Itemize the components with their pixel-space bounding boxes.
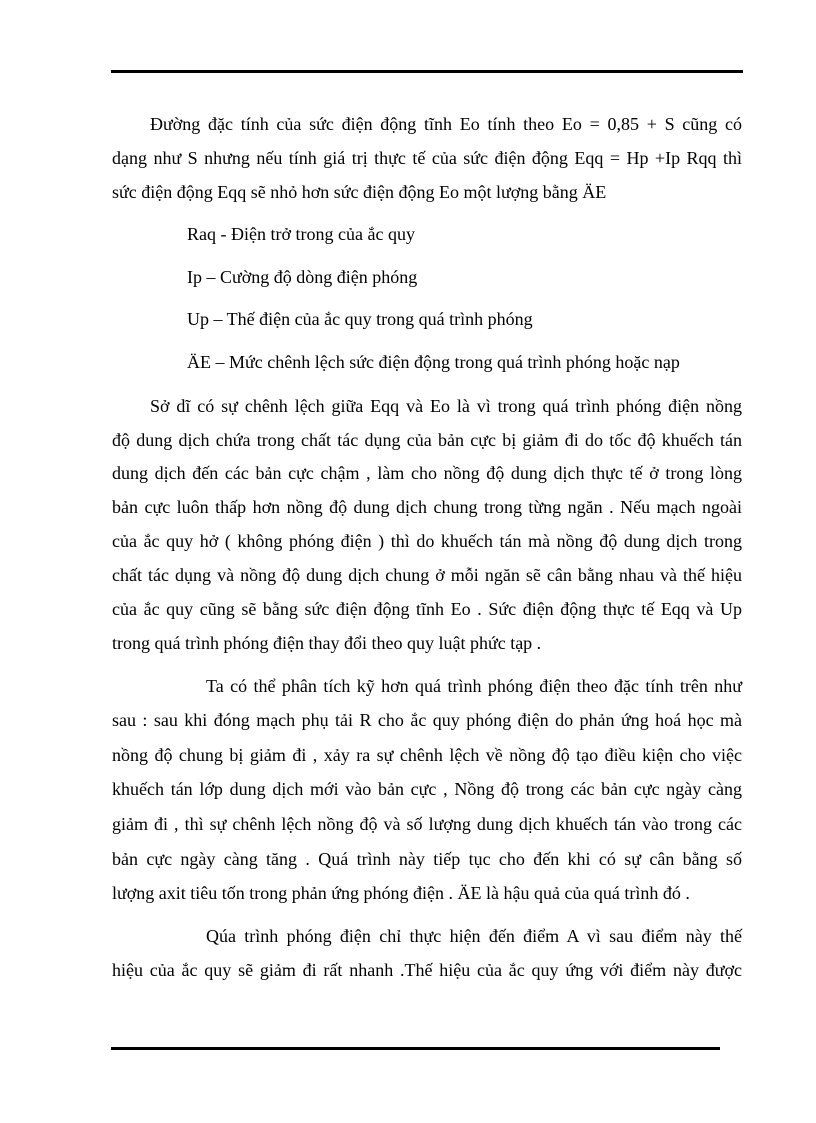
text-line: sức điện động Eqq sẽ nhỏ hơn sức điện động Eo một lượng bằng ÄE [112,182,607,202]
text-line: khuếch tán lớp dung dịch mới vào bản cực , Nồng độ trong các bản cực ngày càng [112,779,742,799]
definition-item: Ip – Cường độ dòng điện phóng [187,267,418,287]
text-line: Qúa trình phóng điện chỉ thực hiện đến điểm A vì sau điểm này thế [206,926,742,946]
text-line: bản cực luôn thấp hơn nồng độ dung dịch chung trong từng ngăn . Nếu mạch ngoài [112,497,742,517]
text-line: Ta có thể phân tích kỹ hơn quá trình phóng điện theo đặc tính trên như [206,676,742,696]
text-line: Đường đặc tính của sức điện động tĩnh Eo tính theo Eo = 0,85 + S cũng có [150,114,742,134]
text-line: hiệu của ắc quy sẽ giảm đi rất nhanh .Thế hiệu của ắc quy ứng với điểm này được [112,960,742,980]
text-line: trong quá trình phóng điện thay đổi theo quy luật phức tạp . [112,633,542,653]
text-line: lượng axit tiêu tốn trong phản ứng phóng điện . ÄE là hậu quả của quá trình đó . [112,883,690,903]
text-line: chất tác dụng và nồng độ dung dịch chung ở mỗi ngăn sẽ cân bằng nhau và thế hiệu [112,565,742,585]
definition-item: Raq - Điện trở trong của ắc quy [187,224,415,244]
text-line: dung dịch đến các bản cực chậm , làm cho nồng độ dung dịch thực tế ở trong lòng [112,463,742,483]
text-line: của ắc quy cũng sẽ bằng sức điện động tĩnh Eo . Sức điện động thực tế Eqq và Up [112,599,742,619]
text-line: của ắc quy hở ( không phóng điện ) thì do khuếch tán mà nồng độ dung dịch trong [112,531,742,551]
header-rule [111,70,743,73]
text-line: dạng như S nhưng nếu tính giá trị thực tế của sức điện động Eqq = Hp +Ip Rqq thì [112,148,742,168]
text-line: giảm đi , thì sự chênh lệch nồng độ và số lượng dung dịch khuếch tán vào trong các [112,814,742,834]
text-line: độ dung dịch chứa trong chất tác dụng của bản cực bị giảm đi do tốc độ khuếch tán [112,430,742,450]
text-line: sau : sau khi đóng mạch phụ tải R cho ắc quy phóng điện do phản ứng hoá học mà [112,710,742,730]
footer-rule [111,1047,720,1050]
text-line: nồng độ chung bị giảm đi , xảy ra sự chênh lệch về nồng độ tạo điều kiện cho việc [112,745,742,765]
definition-item: Up – Thế điện của ắc quy trong quá trình phóng [187,309,533,329]
definition-item: ÄE – Mức chênh lệch sức điện động trong quá trình phóng hoặc nạp [187,352,680,372]
text-line: bản cực ngày càng tăng . Quá trình này tiếp tục cho đến khi có sự cân bằng số [112,849,742,869]
text-line: Sở dĩ có sự chênh lệch giữa Eqq và Eo là vì trong quá trình phóng điện nồng [150,396,742,416]
